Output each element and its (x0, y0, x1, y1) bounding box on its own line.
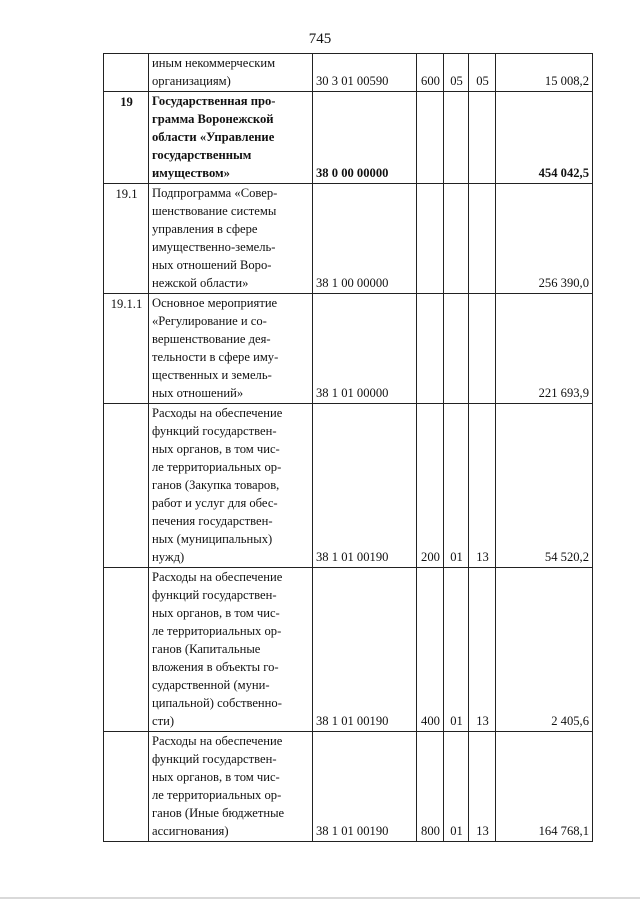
expense-name: иным некоммерческим организациям) (149, 54, 313, 92)
table-row (104, 184, 593, 294)
table-row (104, 732, 593, 842)
subsection-code (469, 294, 496, 404)
row-number: 19.1.1 (104, 294, 149, 404)
target-article-code: 38 1 01 00000 (313, 294, 417, 404)
row-number (104, 732, 149, 842)
expense-name: Расходы на обеспечение функций государствен- ных органов, в том чис- ле территориальных ор- ганов (Закупка товаров, работ и услуг для обес- печения государствен- ных (муниципальных) нужд) (149, 404, 313, 568)
section-code: 01 (444, 732, 469, 842)
expense-type-code: 600 (417, 54, 444, 92)
subsection-code: 13 (469, 732, 496, 842)
expense-type-code (417, 294, 444, 404)
section-code (444, 92, 469, 184)
section-code (444, 184, 469, 294)
row-number (104, 568, 149, 732)
subsection-code: 05 (469, 54, 496, 92)
subsection-code (469, 184, 496, 294)
section-code: 01 (444, 568, 469, 732)
amount: 221 693,9 (496, 294, 593, 404)
amount: 15 008,2 (496, 54, 593, 92)
row-number: 19 (104, 92, 149, 184)
target-article-code: 30 3 01 00590 (313, 54, 417, 92)
subsection-code: 13 (469, 404, 496, 568)
subsection-code: 13 (469, 568, 496, 732)
target-article-code: 38 1 00 00000 (313, 184, 417, 294)
target-article-code: 38 1 01 00190 (313, 404, 417, 568)
expense-type-code: 200 (417, 404, 444, 568)
row-number: 19.1 (104, 184, 149, 294)
expense-name: Основное мероприятие «Регулирование и со- вершенствование дея- тельности в сфере иму- щественных и земель- ных отношений» (149, 294, 313, 404)
section-code (444, 294, 469, 404)
section-code: 01 (444, 404, 469, 568)
target-article-code: 38 1 01 00190 (313, 568, 417, 732)
target-article-code: 38 1 01 00190 (313, 732, 417, 842)
row-number (104, 404, 149, 568)
amount: 2 405,6 (496, 568, 593, 732)
amount: 454 042,5 (496, 92, 593, 184)
expense-type-code: 800 (417, 732, 444, 842)
table-row (104, 294, 593, 404)
expense-name: Расходы на обеспечение функций государствен- ных органов, в том чис- ле территориальных ор- ганов (Капитальные вложения в объекты го- сударственной (муни- ципальной) собственно- сти) (149, 568, 313, 732)
table-row (104, 92, 593, 184)
amount: 256 390,0 (496, 184, 593, 294)
page-number: 745 (308, 31, 332, 47)
row-number (104, 54, 149, 92)
budget-table (103, 53, 593, 842)
section-code: 05 (444, 54, 469, 92)
amount: 164 768,1 (496, 732, 593, 842)
table-row (104, 54, 593, 92)
expense-type-code (417, 92, 444, 184)
expense-name: Государственная про- грамма Воронежской области «Управление государственным имуществом» (149, 92, 313, 184)
expense-name: Расходы на обеспечение функций государствен- ных органов, в том чис- ле территориальных ор- ганов (Иные бюджетные ассигнования) (149, 732, 313, 842)
table-row (104, 568, 593, 732)
expense-name: Подпрограмма «Совер- шенствование системы управления в сфере имущественно-земель- ных отношений Воро- нежской области» (149, 184, 313, 294)
target-article-code: 38 0 00 00000 (313, 92, 417, 184)
expense-type-code: 400 (417, 568, 444, 732)
budget-table-body (104, 54, 593, 842)
table-row (104, 404, 593, 568)
expense-type-code (417, 184, 444, 294)
amount: 54 520,2 (496, 404, 593, 568)
subsection-code (469, 92, 496, 184)
scan-bottom-edge (0, 897, 640, 899)
